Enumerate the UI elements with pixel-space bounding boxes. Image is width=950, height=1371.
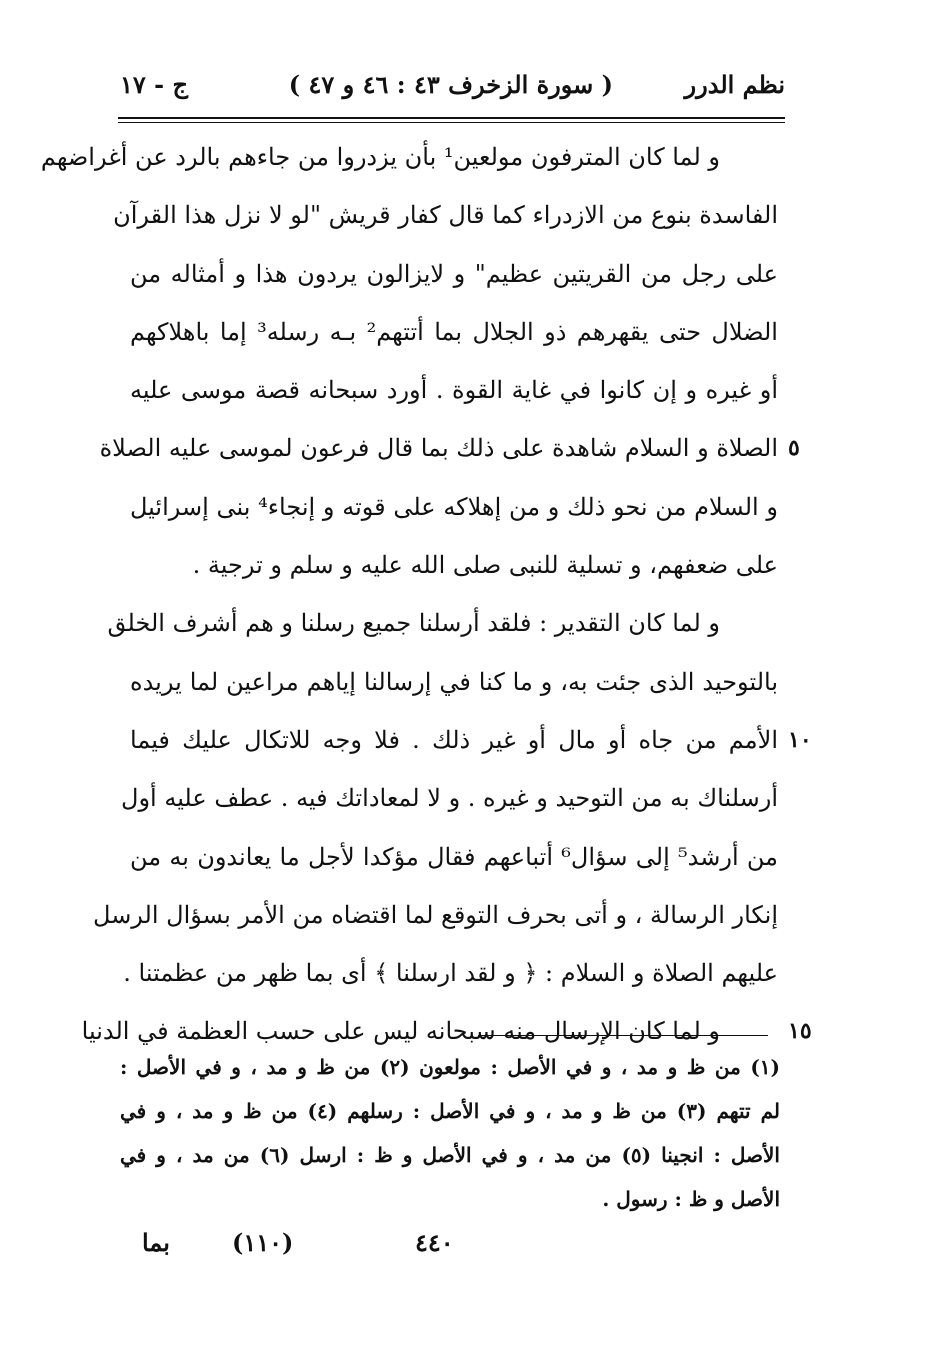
text-line [130, 711, 778, 769]
text-line-content: على رجل من القريتين عظيم" و لايزالون يردون هذا و أمثاله من [130, 259, 778, 288]
line-number: ٥ [788, 435, 800, 462]
footnote-line [120, 1045, 780, 1089]
book-title: نظم الدرر [684, 70, 785, 99]
header-rule-thin [118, 122, 785, 123]
text-line [99, 419, 778, 477]
text-line-content: أو غيره و إن كانوا في غاية القوة . أورد سبحانه قصة موسى عليه [130, 376, 778, 405]
text-line [113, 186, 778, 244]
footnote-text: لم تتهم (٣) من ظ و مد ، و في الأصل : رسلهم (٤) من ظ و مد ، و في [120, 1099, 780, 1123]
text-line-content: الفاسدة بنوع من الازدراء كما قال كفار قريش "لو لا نزل هذا القرآن [113, 201, 778, 230]
text-line [40, 128, 778, 186]
text-line [130, 245, 778, 303]
text-line-content: الصلاة و السلام شاهدة على ذلك بما قال فرعون لموسى عليه الصلاة [99, 434, 778, 463]
footnote-line [120, 1133, 780, 1177]
footnote-rule [478, 1035, 768, 1036]
text-line [130, 478, 778, 536]
text-line [130, 828, 778, 886]
text-line-content: على ضعفهم، و تسلية للنبى صلى الله عليه و سلم و ترجية . [192, 551, 778, 580]
footnote-text: (١) من ظ و مد ، و في الأصل : مولعون (٢) من ظ و مد ، و في الأصل : [120, 1055, 781, 1079]
line-number: ١٥ [788, 1018, 812, 1045]
text-line-content: الضلال حتى يقهرهم ذو الجلال بما أتتهم² بـه رسله³ إما باهلاكهم [130, 317, 778, 346]
running-header [120, 62, 785, 112]
text-line-content: إنكار الرسالة ، و أتى بحرف التوقع لما اقتضاه من الأمر بسؤال الرسل [93, 900, 778, 929]
text-line [121, 769, 778, 827]
folio-number: (١١٠) [232, 1228, 294, 1257]
text-line [130, 303, 778, 361]
part-number: ج - ١٧ [120, 70, 188, 99]
line-number: ١٠ [788, 726, 812, 753]
text-line-content: عليهم الصلاة و السلام : ﴿ و لقد ارسلنا ﴾ أى بما ظهر من عظمتنا . [123, 959, 778, 988]
header-rule [118, 117, 785, 119]
text-line [93, 886, 778, 944]
text-line-content: بالتوحيد الذى جئت به، و ما كنا في إرسالنا إياهم مراعين لما يريده [130, 667, 778, 696]
main-text [40, 128, 812, 1061]
text-line-content: الأمم من جاه أو مال أو غير ذلك . فلا وجه للاتكال عليك فيما [130, 725, 778, 754]
footnotes [120, 1045, 780, 1221]
text-line-content: أرسلناك به من التوحيد و غيره . و لا لمعاداتك فيه . عطف عليه أول [121, 784, 778, 813]
text-line-content: و السلام من نحو ذلك و من إهلاكه على قوته و إنجاء⁴ بنى إسرائيل [130, 492, 779, 521]
text-line-content: و لما كان المترفون مولعين¹ بأن يزدروا من جاءهم بالرد عن أغراضهم [40, 143, 720, 171]
text-line [130, 536, 778, 594]
footnote-line [120, 1177, 780, 1221]
text-line [107, 594, 778, 652]
text-line-content: و لما كان الإرسال منه سبحانه ليس على حسب العظمة في الدنيا [81, 1017, 720, 1046]
surah-reference: ( سورة الزخرف ٤٣ : ٤٦ و ٤٧ ) [288, 70, 613, 99]
footnote-line [120, 1089, 780, 1133]
footnote-text: الأصل : انجينا (٥) من مد ، و في الأصل و ظ : ارسل (٦) من مد ، و في [120, 1143, 780, 1167]
page-number: ٤٤٠ [415, 1228, 454, 1257]
footnote-text: الأصل و ظ : رسول . [602, 1187, 780, 1211]
catchword: بما [142, 1228, 170, 1257]
text-line-content: من أرشد⁵ إلى سؤال⁶ أتباعهم فقال مؤكدا لأجل ما يعاندون به من [130, 842, 779, 871]
text-line-content: و لما كان التقدير : فلقد أرسلنا جميع رسلنا و هم أشرف الخلق [107, 609, 720, 638]
